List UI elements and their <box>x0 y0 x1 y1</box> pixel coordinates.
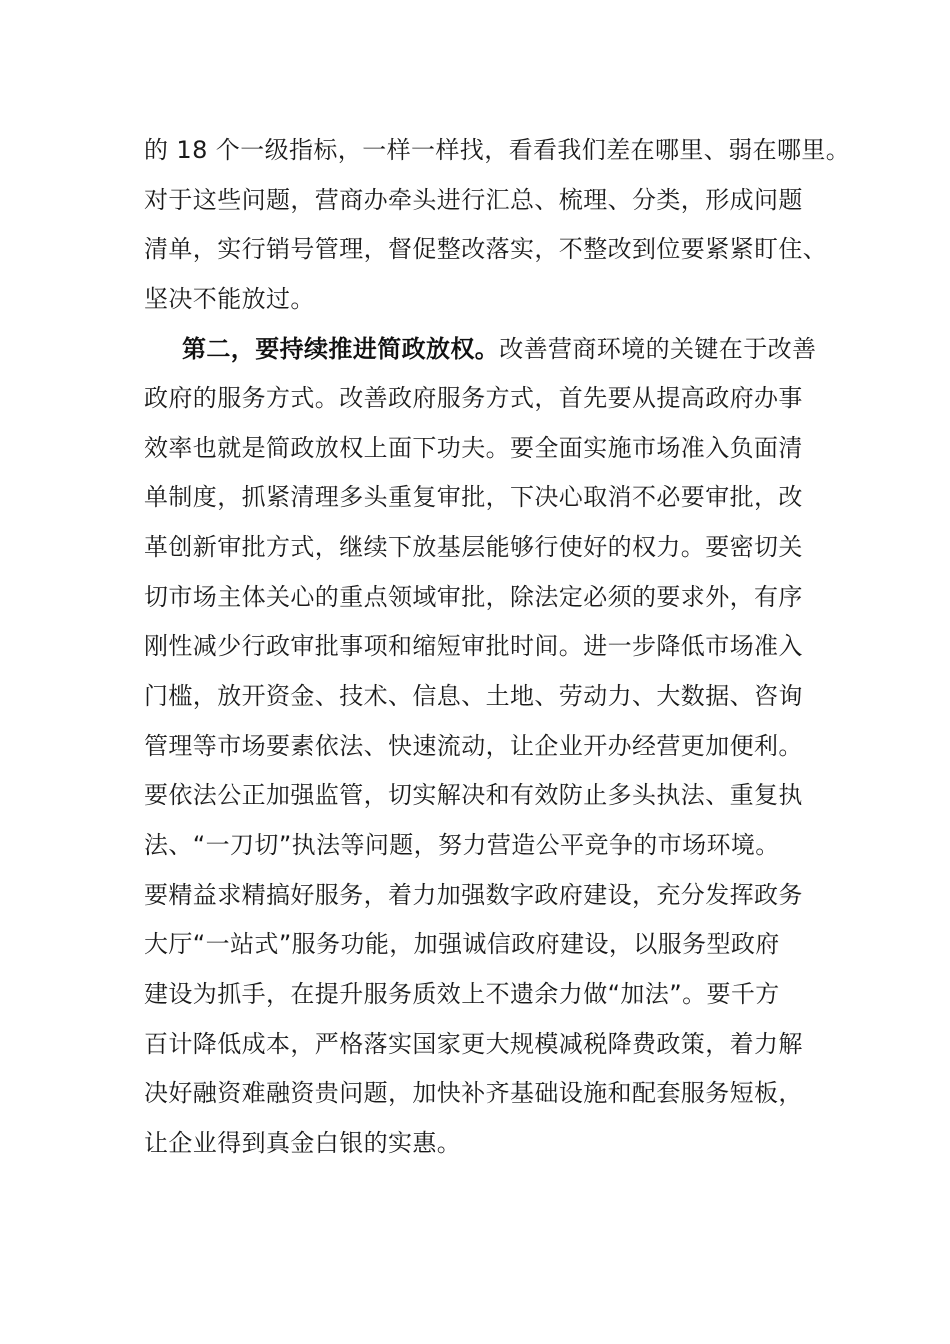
text-line: 单制度，抓紧清理多头重复审批，下决心取消不必要审批，改 <box>144 483 803 512</box>
text-line: 坚决不能放过。 <box>144 284 315 313</box>
text-line: 刚性减少行政审批事项和缩短审批时间。进一步降低市场准入 <box>144 632 803 661</box>
paragraph-lead-line <box>144 325 824 375</box>
text-line: 大厅“一站式”服务功能，加强诚信政府建设，以服务型政府 <box>144 930 780 959</box>
text-line: 要精益求精搞好服务，着力加强数字政府建设，充分发挥政务 <box>144 880 803 909</box>
text-line: 让企业得到真金白银的实惠。 <box>144 1128 462 1157</box>
text-line: 清单，实行销号管理，督促整改落实，不整改到位要紧紧盯住、 <box>144 235 828 264</box>
text-line: 对于这些问题，营商办牵头进行汇总、梳理、分类，形成问题 <box>144 185 803 214</box>
text-line: 法、“一刀切”执法等问题，努力营造公平竞争的市场环境。 <box>144 830 780 859</box>
text-line: 建设为抓手，在提升服务质效上不遗余力做“加法”。要千方 <box>144 979 780 1008</box>
document-body <box>144 126 851 1168</box>
text-line: 管理等市场要素依法、快速流动，让企业开办经营更加便利。 <box>144 731 803 760</box>
text-line: 要依法公正加强监管，切实解决和有效防止多头执法、重复执 <box>144 781 803 810</box>
text-line: 改善营商环境的关键在于改善 <box>499 334 817 363</box>
paragraph-heading: 第二，要持续推进简政放权。 <box>182 334 500 363</box>
text-line: 百计降低成本，严格落实国家更大规模减税降费政策，着力解 <box>144 1029 803 1058</box>
text-line: 政府的服务方式。改善政府服务方式，首先要从提高政府办事 <box>144 384 803 413</box>
text-line: 革创新审批方式，继续下放基层能够行使好的权力。要密切关 <box>144 533 803 562</box>
text-line: 效率也就是简政放权上面下功夫。要全面实施市场准入负面清 <box>144 433 803 462</box>
text-line: 决好融资难融资贵问题，加快补齐基础设施和配套服务短板， <box>144 1079 803 1108</box>
text-line: 的 18 个一级指标，一样一样找，看看我们差在哪里、弱在哪里。 <box>144 136 851 164</box>
text-line: 切市场主体关心的重点领域审批，除法定必须的要求外，有序 <box>144 582 803 611</box>
text-line: 门槛，放开资金、技术、信息、土地、劳动力、大数据、咨询 <box>144 682 803 711</box>
